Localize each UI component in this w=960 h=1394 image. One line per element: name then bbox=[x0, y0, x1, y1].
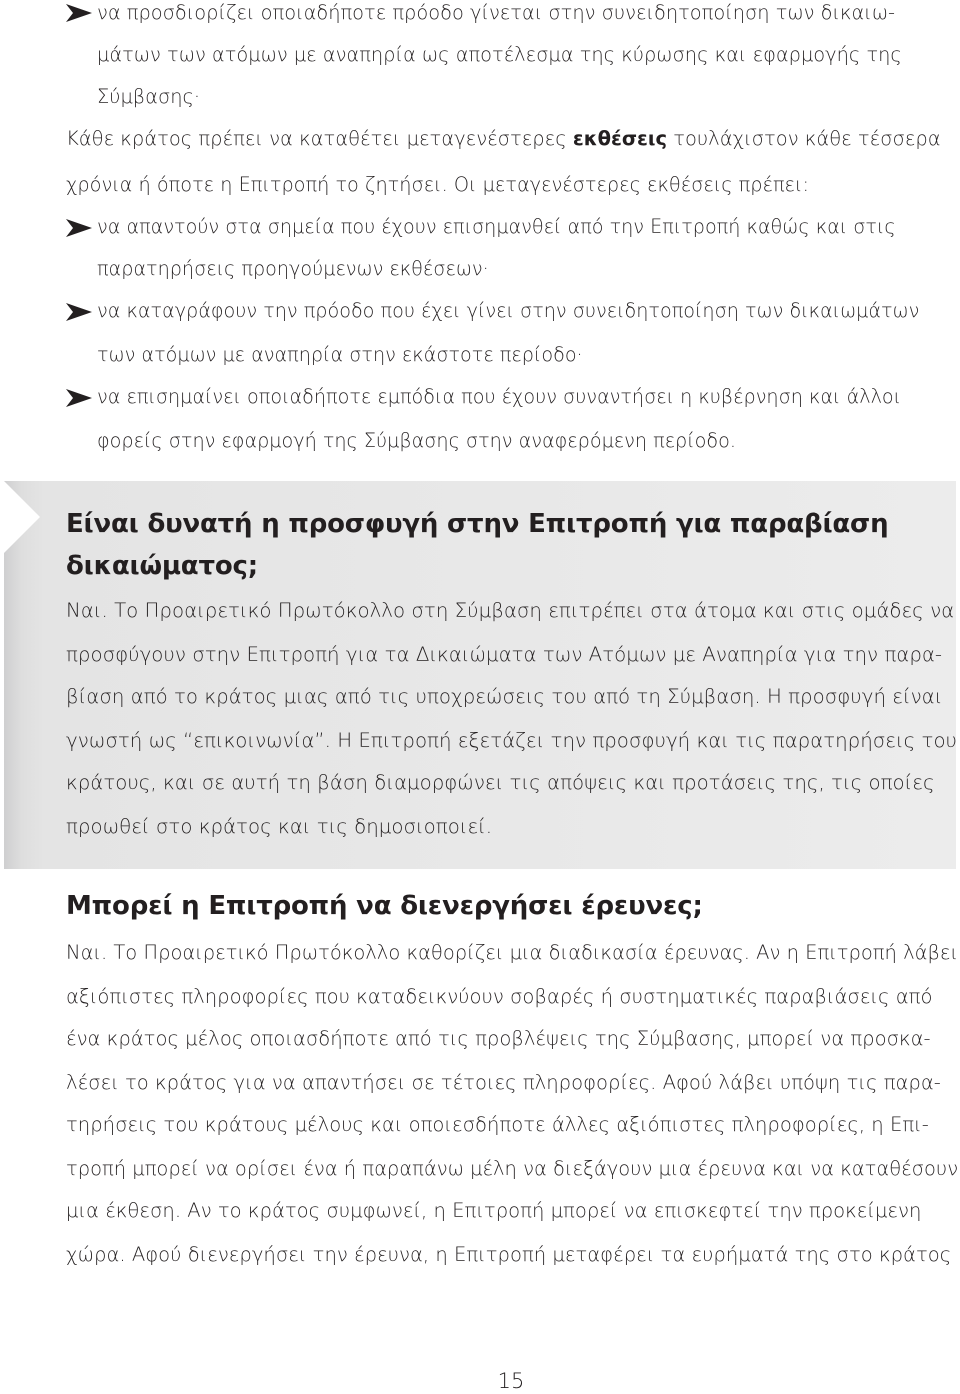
paragraph-line: γνωστή ως “επικοινωνία”. Η Επιτροπή εξετάζει την προσφυγή και τις παρατηρήσεις του bbox=[66, 729, 957, 752]
paragraph-line: προωθεί στο κράτος και τις δημοσιοποιεί. bbox=[66, 815, 493, 838]
paragraph-line: τροπή μπορεί να ορίσει ένα ή παραπάνω μέλη να διεξάγουν μια έρευνα και να καταθέσουν bbox=[66, 1157, 959, 1180]
paragraph-line: μια έκθεση. Αν το κράτος συμφωνεί, η Επιτροπή μπορεί να επισκεφτεί την προκείμενη bbox=[66, 1199, 922, 1222]
paragraph-line: λέσει το κράτος για να απαντήσει σε τέτοιες πληροφορίες. Αφού λάβει υπόψη τις παρα- bbox=[66, 1071, 941, 1094]
paragraph-line: χρόνια ή όποτε η Επιτροπή το ζητήσει. Οι μεταγενέστερες εκθέσεις πρέπει: bbox=[66, 173, 809, 196]
bullet-text: να απαντούν στα σημεία που έχουν επισημανθεί από την Επιτροπή καθώς και στις bbox=[97, 215, 896, 238]
bullet-text: μάτων των ατόμων με αναπηρία ως αποτέλεσμα της κύρωσης και εφαρμογής της bbox=[97, 43, 902, 66]
section-heading: Είναι δυνατή η προσφυγή στην Επιτροπή για παραβίαση bbox=[66, 509, 889, 539]
paragraph-line: προσφύγουν στην Επιτροπή για τα Δικαιώματα των Ατόμων με Αναπηρία για την παρα- bbox=[66, 643, 943, 666]
bullet-text: να επισημαίνει οποιαδήποτε εμπόδια που έχουν συναντήσει η κυβέρνηση και άλλοι bbox=[97, 385, 902, 408]
paragraph-line: τηρήσεις του κράτους μέλους και οποιεσδήποτε άλλες αξιόπιστες πληροφορίες, η Επι- bbox=[66, 1113, 929, 1136]
paragraph-line: Ναι. Το Προαιρετικό Πρωτόκολλο καθορίζει μια διαδικασία έρευνας. Αν η Επιτροπή λάβει bbox=[66, 941, 959, 964]
paragraph-line: βίαση από το κράτος μιας από τις υποχρεώσεις του από τη Σύμβαση. Η προσφυγή είναι bbox=[66, 685, 943, 708]
section-marker-icon bbox=[4, 481, 40, 591]
bullet-text: φορείς στην εφαρμογή της Σύμβασης στην αναφερόμενη περίοδο. bbox=[97, 429, 736, 452]
bullet-text: παρατηρήσεις προηγούμενων εκθέσεων· bbox=[97, 257, 489, 280]
bullet-text: να προσδιορίζει οποιαδήποτε πρόοδο γίνεται στην συνειδητοποίηση των δικαιω- bbox=[97, 1, 896, 24]
section-heading: Μπορεί η Επιτροπή να διενεργήσει έρευνες; bbox=[66, 891, 703, 921]
paragraph-line: κράτους, και σε αυτή τη βάση διαμορφώνει τις απόψεις και προτάσεις της, τις οποίες bbox=[66, 771, 935, 794]
paragraph-line: χώρα. Αφού διενεργήσει την έρευνα, η Επιτροπή μεταφέρει τα ευρήματά της στο κράτος bbox=[66, 1243, 952, 1266]
paragraph-line: αξιόπιστες πληροφορίες που καταδεικνύουν σοβαρές ή συστηματικές παραβιάσεις από bbox=[66, 985, 933, 1008]
paragraph-line: ένα κράτος μέλος οποιασδήποτε από τις προβλέψεις της Σύμβασης, μπορεί να προσκα- bbox=[66, 1027, 931, 1050]
bullet-text: των ατόμων με αναπηρία στην εκάστοτε περίοδο· bbox=[97, 343, 583, 366]
paragraph-line: Ναι. Το Προαιρετικό Πρωτόκολλο στη Σύμβαση επιτρέπει στα άτομα και στις ομάδες να bbox=[66, 599, 955, 622]
bullet-text: να καταγράφουν την πρόοδο που έχει γίνει στην συνειδητοποίηση των δικαιωμάτων bbox=[97, 299, 920, 322]
page-number: 15 bbox=[497, 1369, 525, 1393]
section-heading: δικαιώματος; bbox=[66, 551, 258, 581]
paragraph-line: Κάθε κράτος πρέπει να καταθέτει μεταγενέστερες εκθέσεις τουλάχιστον κάθε τέσσερα bbox=[66, 127, 941, 150]
bullet-text: Σύμβασης· bbox=[97, 85, 201, 108]
bold-term: εκθέσεις bbox=[572, 127, 668, 150]
